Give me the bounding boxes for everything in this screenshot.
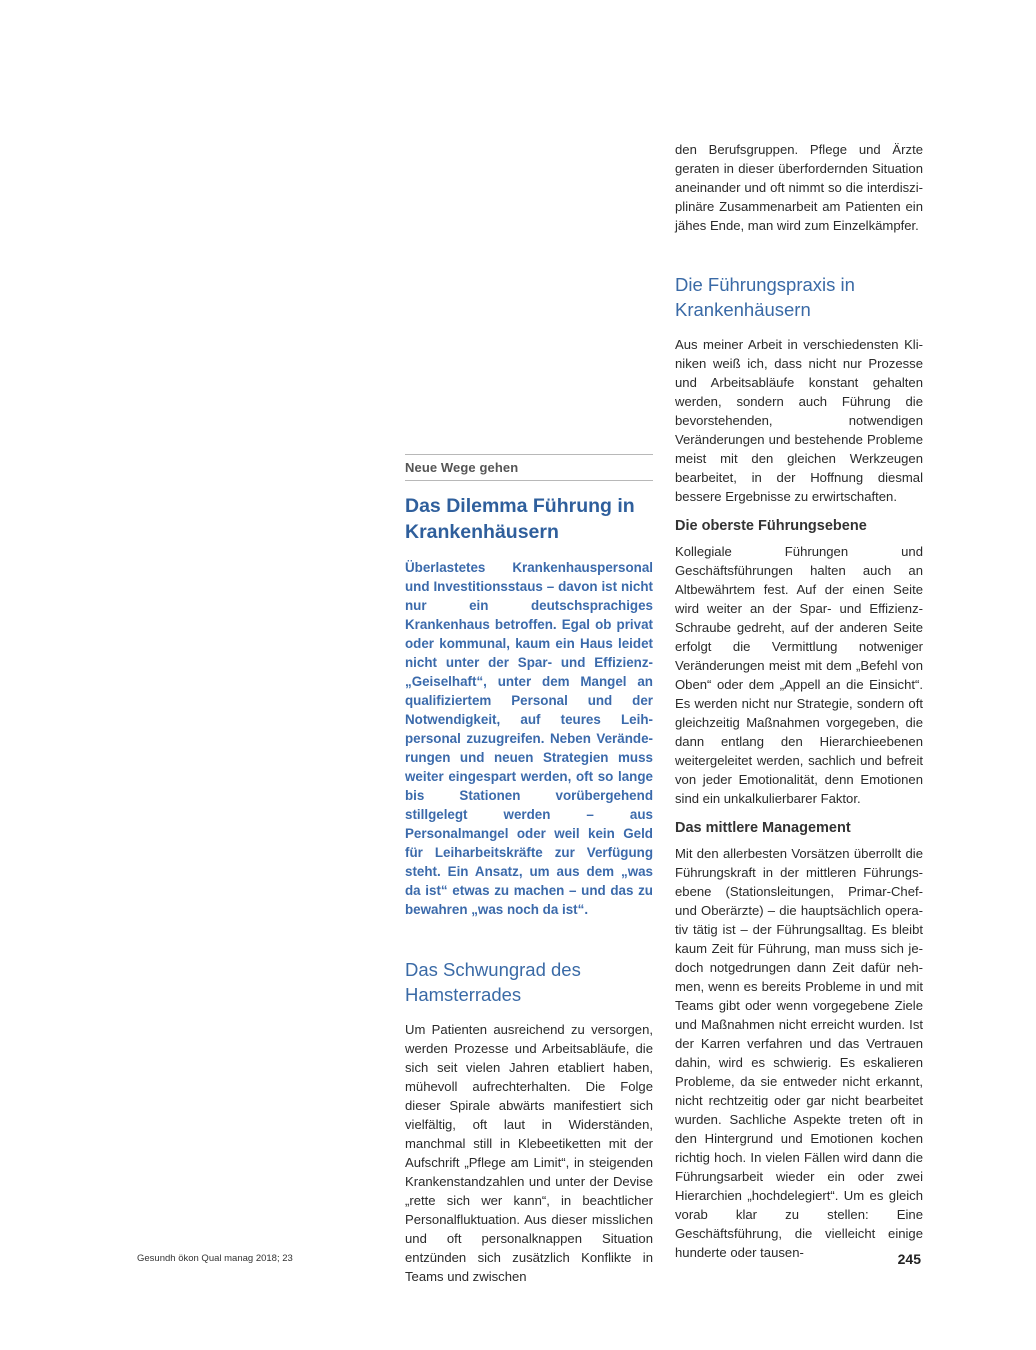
article-title: Das Dilemma Führung in Krankenhäusern <box>405 495 635 543</box>
middle-column <box>405 454 653 1286</box>
section-label: Neue Wege gehen <box>405 454 653 481</box>
paragraph-mittleres-management: Mit den allerbesten Vorsätzen überrollt die Führungskraft in der mittleren Führungsebene (Stationsleitungen, Primar-Chef- und Oberärzte) – die hauptsächlich operativ tätig ist – der Führungsalltag. Es bleibt kaum Zeit für Führung, man muss sich jedoch notgedrungen dann Zeit dafür nehmen, wenn es bereits Probleme in und mit Teams gibt oder wenn vorgegebene Ziele und Maßnahmen nicht erreicht wurden. Ist der Karren verfahren und das Vertrauen dahin, wird es schwierig. Es eskalieren Probleme, da sie entweder nicht erkannt, nicht rechtzeitig oder gar nicht bearbeitet wurden. Sachliche Aspekte treten oft in den Hintergrund und Emotionen kochen richtig hoch. In vielen Fällen wird dann die Führungsarbeit wieder ein oder zwei Hierarchien „hochdelegiert“. Um es gleich vorab klar zu stellen: Eine Geschäftsführung, die vielleicht einige hunderte oder tausen- <box>675 846 923 1260</box>
article-lead: Überlastetes Krankenhauspersonal und Investitionsstaus – davon ist nicht nur ein deutschsprachiges Krankenhaus betroffen. Egal ob privat oder kommunal, kaum ein Haus leidet nicht unter der Spar- und Effizienz-„Geiselhaft“, unter dem Mangel an qualifiziertem Personal und der Notwendigkeit, auf teures Leihpersonal zuzugreifen. Neben Veränderungen und neuen Strategien muss weiter eingespart werden, oft so lange bis Stationen vorübergehend stillgelegt werden – aus Personalmangel oder weil kein Geld für Leiharbeitskräfte zur Verfügung steht. Ein Ansatz, um aus dem „was da ist“ etwas zu machen – und das zu bewahren „was noch da ist“. <box>405 560 653 917</box>
heading-mittleres-management: Das mittlere Management <box>675 820 851 836</box>
paragraph-fuehrungspraxis: Aus meiner Arbeit in verschiedensten Kliniken weiß ich, dass nicht nur Prozesse und Arbeitsabläufe konstant gehalten werden, sondern auch Führung die bevorstehenden, notwendigen Veränderungen und bestehende Probleme meist mit den gleichen Werkzeugen bearbeitet, in der Hoffnung diesmal bessere Ergebnisse zu erwirtschaften. <box>675 337 923 504</box>
paragraph-oberste-fuehrungsebene: Kollegiale Führungen und Geschäftsführungen halten auch an Altbewährtem fest. Auf der einen Seite wird weiter an der Spar- und Effizienz-Schraube gedreht, auf der anderen Seite erfolgt die Vermittlung notweniger Veränderungen meist mit dem „Befehl von Oben“ oder dem „Appell an die Einsicht“. Es werden nicht nur Strategie, sondern oft gleichzeitig Maßnahmen vorgegeben, die dann entlang den Hierarchieebenen weitergeleitet werden, sachlich und befreit von jeder Emotionalität, denn Emotionen sind ein unkalkulierbarer Faktor. <box>675 544 923 806</box>
heading-schwungrad: Das Schwungrad des Hamsterrades <box>405 959 581 1005</box>
journal-citation: Gesundh ökon Qual manag 2018; 23 <box>137 1253 293 1264</box>
right-column <box>675 140 923 1262</box>
paragraph-schwungrad: Um Patienten ausreichend zu versorgen, werden Prozesse und Arbeitsabläufe, die sich seit vielen Jahren etabliert haben, mühevoll aufrechterhalten. Die Folge dieser Spirale abwärts manifestiert sich vielfältig, oft laut in Widerständen, manchmal still in Klebeetiketten mit der Aufschrift „Pflege am Limit“, in steigenden Krankenstandzahlen und unter der Devise „rette sich wer kann“, in beachtlicher Personalfluktuation. Aus dieser misslichen und oft personalknappen Situation entzünden sich zusätzlich Konflikte in Teams und zwischen <box>405 1022 653 1284</box>
page-number: 245 <box>897 1251 921 1267</box>
paragraph-continuation: den Berufsgruppen. Pflege und Ärzte geraten in dieser überfordernden Situation aneinander und oft nimmt so die interdisziplinäre Zusammenarbeit am Patienten ein jähes Ende, man wird zum Einzelkämpfer. <box>675 142 923 233</box>
heading-oberste-fuehrungsebene: Die oberste Führungsebene <box>675 518 867 534</box>
heading-fuehrungspraxis: Die Führungspraxis in Krankenhäusern <box>675 274 855 320</box>
